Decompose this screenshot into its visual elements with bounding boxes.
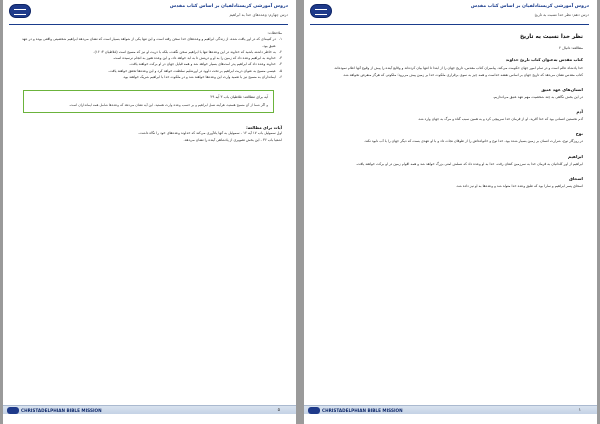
list-text: به خاطر داشته باشید که خداوند در این وعده‌ها تنها با ابراهیم سخن نگفت، بلکه با ذریت او نیز که مسیح است (غلاطیان ۳: ۱۶). (93, 49, 276, 54)
header-title: دروس آموزشی کریستادلفیان بر اساس کتاب مقدس (470, 4, 589, 9)
list-text: عیسی مسیح به عنوان ذریت ابراهیم بر تخت داوود در اورشلیم سلطنت خواهد کرد و این وعده‌ها تحقق خواهند یافت. (108, 68, 276, 73)
section-intro: در این بخش نگاهی به چند شخصیت مهم عهد عتیق می‌اندازیم. (492, 94, 583, 99)
person-text: آدم نخستین انسانی بود که خدا آفرید. او از فرمان خدا سرپیچی کرد و به همین سبب گناه و مرگ به جهان وارد شد. (417, 117, 583, 122)
page-body (316, 30, 583, 189)
person-name: نوح (575, 131, 583, 137)
notes-intro: ملاحظات: (267, 31, 282, 35)
mission-logo-icon (9, 4, 31, 18)
list-number: ۲- (278, 49, 282, 54)
section-heading: کتاب مقدس به‌عنوان کتاب تاریخ خداوند (505, 57, 583, 63)
mission-logo-icon (310, 4, 332, 18)
header-subtitle: درس چهارم: وعده‌های خدا به ابراهیم (229, 12, 288, 17)
person-name: آدم (576, 109, 583, 115)
page-number: ۵ (277, 408, 280, 413)
person-text: در روزگار نوح، شرارت انسان بر زمین بسیار شده بود. خدا نوح و خانواده‌اش را از طوفان نجات داد و با او عهدی بست که دیگر جهان را با آب نابود نکند. (363, 139, 583, 144)
list-text: خداوند وعده داد که ابراهیم پدر امت‌های بسیار خواهد شد و همه قبایل جهان در او برکت خواهند یافت. (129, 62, 276, 67)
header-divider (310, 24, 589, 25)
header-title: دروس آموزشی کریستادلفیان بر اساس کتاب مقدس (169, 4, 288, 9)
document-page-right (304, 0, 597, 424)
list-number: ۳- (278, 56, 282, 61)
list-item (15, 74, 282, 80)
note-body: و اگر شما از آنِ مسیح هستید، هرآینه نسل ابراهیم و بر حسب وعده وارث هستید. این آیه نشان می‌دهد که وعده‌ها شامل همه ایمانداران است. (68, 103, 268, 108)
list-item (15, 36, 282, 49)
reading-title: آیات برای مطالعه: (246, 125, 282, 131)
page-footer (304, 405, 597, 414)
document-page-left (3, 0, 296, 424)
person-name: اسحاق (569, 176, 583, 182)
study-note-box (23, 90, 274, 113)
lesson-title: نظر خدا نسبت به تاریخ (519, 34, 583, 40)
header-divider (9, 24, 288, 25)
header-subtitle: درس دهم: نظر خدا نسبت به تاریخ (534, 12, 589, 17)
study-reference: مطالعه: دانیال ۲ (559, 46, 583, 50)
reading-line: اول سموئیل باب ۱۷ آیه ۱۲ - سموئیل به آنها یادآوری می‌کند که خداوند وعده‌های خود را نگاه داشت. (138, 131, 282, 136)
page-header (310, 4, 589, 22)
page-header (9, 4, 288, 22)
list-text: ایمانداران به مسیح نیز با تعمید وارث این وعده‌ها خواهند شد و در ملکوت خدا با ابراهیم شریک خواهند بود. (122, 75, 276, 80)
list-number: ۱- (278, 37, 282, 42)
list-text: خداوند به ابراهیم وعده داد که زمین را به او و ذریتش تا به ابد خواهد داد، و این وعده هنوز به انجام نرسیده است. (112, 56, 276, 61)
person-text: اسحاق پسر ابراهیم و سارا بود که طبق وعده خدا متولد شد و وعده‌ها به او نیز داده شد. (455, 184, 583, 189)
page-footer (3, 405, 296, 414)
page-body (15, 30, 282, 143)
footer-text: CHRISTADELPHIAN BIBLE MISSION (21, 408, 102, 413)
note-title: آیه برای مطالعه: غلاطیان باب ۳ آیه ۲۹ (210, 95, 268, 100)
paragraph: کتاب مقدس نشان می‌دهد که تاریخ جهان بر اساس نقشه خداست و همه چیز به سوی برقراری ملکوت خدا بر زمین پیش می‌رود؛ ملکوتی که هرگز منقرض نخواهد شد. (342, 72, 583, 77)
person-text: ابراهیم از اور کلدانیان به فرمان خدا به سرزمین کنعان رفت. خدا به او وعده داد که نسلش امتی بزرگ خواهد شد و همه اقوام زمین در او برکت خواهند یافت. (355, 161, 583, 166)
list-text: در کتیبه‌ای که در اور یافت شده، از زندگی ابراهیم و وعده‌های خدا سخن رفته است و این تنها یکی از شواهد بسیار است که نشان می‌دهد ابراهیم شخصیتی واقعی بوده و در عهد عتیق بود. (21, 37, 276, 48)
footer-text: CHRISTADELPHIAN BIBLE MISSION (322, 408, 403, 413)
person-name: ابراهیم (568, 153, 583, 159)
list-number: ۶- (278, 75, 282, 80)
reading-line: اشعیا باب ۳۶ - این بخش تصویری از پادشاهی آینده را نشان می‌دهد. (183, 137, 282, 142)
list-number: ۵- (278, 68, 282, 73)
list-number: ۴- (278, 62, 282, 67)
section-heading: انسان‌های عهد عتیق (541, 86, 583, 92)
paragraph: خدا پادشاه عالم است و در تمام امور جهان حکومت می‌کند. پیامبران کتاب مقدس، تاریخ جهان را از ابتدا تا انتها بیان کرده‌اند و وقایع آینده را پیش از وقوع آنها اعلام نموده‌اند. (333, 66, 583, 71)
page-number: ۱ (578, 408, 581, 413)
footer-logo-icon (308, 407, 320, 414)
footer-logo-icon (7, 407, 19, 414)
